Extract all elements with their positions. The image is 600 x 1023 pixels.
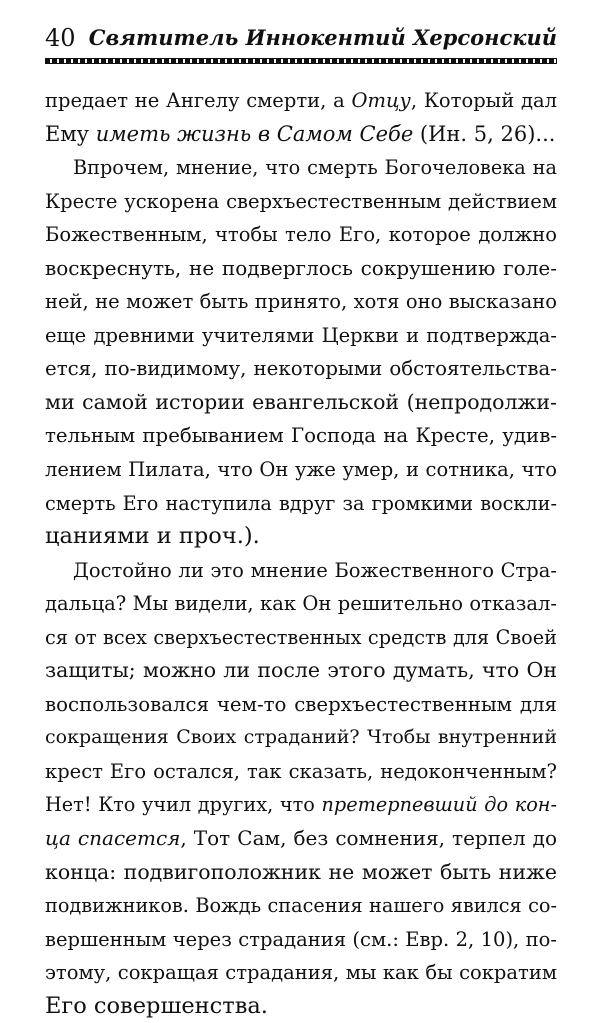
text-segment: , Тот Сам, без сомнения, терпел до	[180, 826, 557, 851]
text-segment: конца: подвигоположник не может быть ниже	[45, 859, 557, 884]
text-segment: , Который дал	[410, 89, 557, 112]
text-line	[45, 352, 557, 386]
text-segment: ми самой истории евангельской (непродолжи-	[45, 389, 557, 414]
text-line	[45, 990, 557, 1023]
text-segment: крест Его остался, так сказать, недоконченным?	[45, 759, 557, 783]
body-text	[45, 84, 557, 1023]
text-segment: Кресте ускорена сверхъестественным действием	[45, 189, 557, 213]
text-segment: смерть Его наступила вдруг за громкими воскли-	[45, 491, 557, 515]
text-line	[45, 721, 557, 755]
text-line	[45, 587, 557, 621]
text-segment: этому, сокращая страдания, мы как бы сократим	[45, 961, 557, 985]
text-line	[45, 654, 557, 688]
text-line	[45, 554, 557, 588]
text-segment: защиты; можно ли после этого думать, что Он	[45, 658, 557, 683]
text-line	[45, 319, 557, 353]
text-segment: ней, не может быть принято, хотя оно высказано	[45, 290, 557, 314]
text-segment: воскреснуть, не подверглось сокрушению голе-	[45, 255, 557, 280]
text-line	[45, 621, 557, 655]
text-segment: вершенным через страдания (см.: Евр. 2, 10), по-	[45, 927, 557, 951]
text-line	[45, 856, 557, 890]
text-segment: Достойно ли это мнение Божественного Стра-	[73, 558, 557, 582]
text-line	[45, 487, 557, 521]
italic-text-segment: Отцу	[351, 89, 411, 112]
text-line	[45, 185, 557, 219]
text-line	[45, 822, 557, 856]
text-segment: ется, по-видимому, некоторыми обстоятельства-	[45, 357, 557, 381]
text-segment: еще древними учителями Церкви и подтвержда-	[45, 323, 557, 347]
text-line	[45, 151, 557, 185]
text-segment: воспользовался чем-то сверхъестественным для	[45, 692, 557, 716]
text-line	[45, 84, 557, 118]
text-line	[45, 419, 557, 453]
text-line	[45, 688, 557, 722]
text-line	[45, 386, 557, 420]
header-ornamental-rule	[45, 58, 557, 64]
text-segment: сокращения Своих страданий? Чтобы внутренний	[45, 726, 557, 749]
text-segment: ся от всех сверхъестественных средств для Своей	[45, 625, 557, 649]
italic-text-segment: ца спасется	[45, 826, 181, 851]
text-line	[45, 118, 557, 152]
text-segment: тельным пребыванием Господа на Кресте, удив-	[45, 424, 557, 448]
italic-text-segment: иметь жизнь в Самом Себе	[95, 121, 414, 146]
running-head	[45, 23, 557, 55]
text-segment: лением Пилата, что Он уже умер, и сотника, что	[45, 458, 557, 482]
text-line	[45, 923, 557, 957]
text-line	[45, 252, 557, 286]
text-segment: Божественным, чтобы тело Его, которое должно	[45, 223, 557, 247]
text-line	[45, 218, 557, 252]
text-line	[45, 453, 557, 487]
text-line	[45, 285, 557, 319]
text-line	[45, 520, 557, 554]
text-segment: Его совершенства.	[45, 992, 268, 1019]
text-line	[45, 889, 557, 923]
italic-text-segment: претерпевший до кон-	[321, 793, 557, 817]
page-number: 40	[45, 24, 76, 52]
text-segment: Впрочем, мнение, что смерть Богочеловека на	[73, 156, 557, 180]
text-line	[45, 788, 557, 822]
text-segment: Ему	[45, 121, 96, 146]
text-segment: (Ин. 5, 26)...	[413, 121, 556, 146]
text-line	[45, 956, 557, 990]
text-segment: подвижников. Вождь спасения нашего явился со-	[45, 894, 557, 918]
text-segment: предает не Ангелу смерти, а	[45, 89, 352, 112]
text-segment: Нет! Кто учил других, что	[45, 793, 322, 817]
running-title: Святитель Иннокентий Херсонский	[88, 25, 557, 50]
text-line	[45, 755, 557, 789]
text-segment: цаниями и проч.).	[45, 523, 260, 550]
text-segment: дальца? Мы видели, как Он решительно отказал-	[45, 592, 557, 616]
